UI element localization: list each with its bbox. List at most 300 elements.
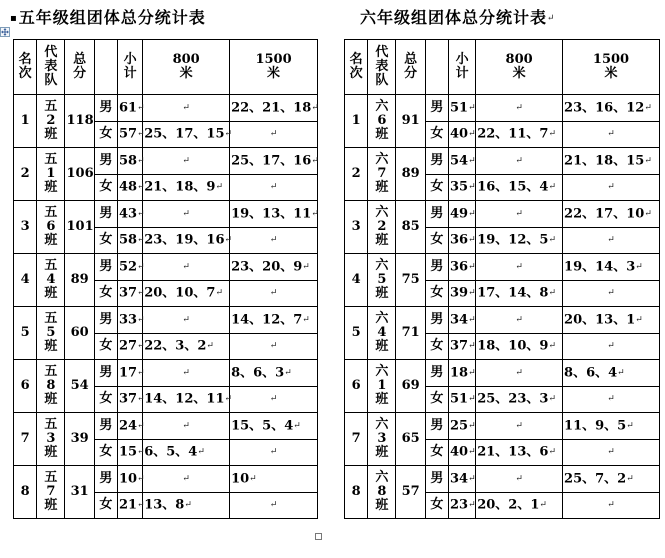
header-800m-char: 800 <box>505 52 533 67</box>
paragraph-mark: ↵ <box>269 182 278 192</box>
team-cell-char: 班 <box>375 392 389 407</box>
header-total-char: 分 <box>404 66 418 81</box>
subtotal-cell-value: 43 <box>118 206 138 221</box>
paragraph-mark: ↵ <box>137 367 145 378</box>
gender-cell: 女 <box>94 439 117 466</box>
paragraph-mark: ↵ <box>137 235 145 245</box>
paragraph-mark: ↵ <box>515 208 523 219</box>
table-row <box>345 95 660 122</box>
paragraph-mark: ↵ <box>644 208 652 219</box>
header-subtotal <box>448 40 475 95</box>
m1500-cell <box>230 95 318 122</box>
team-cell-char: 六 <box>375 152 389 167</box>
paragraph-mark: ↵ <box>644 102 652 113</box>
total-cell: 91 <box>396 95 425 148</box>
paragraph-mark: ↵ <box>182 473 190 484</box>
subtotal-cell <box>117 148 145 175</box>
m1500-cell <box>230 386 318 413</box>
m1500-cell <box>563 360 660 387</box>
team-cell-char: 5 <box>377 272 387 287</box>
paragraph-mark: ↵ <box>302 314 310 325</box>
team-cell <box>368 201 396 254</box>
paragraph-mark: ↵ <box>635 261 643 272</box>
paragraph-mark: ↵ <box>137 394 145 404</box>
table-row <box>14 466 318 493</box>
m1500-cell <box>563 413 660 440</box>
paragraph-mark: ↵ <box>468 447 476 457</box>
rank-cell: 7 <box>14 413 37 466</box>
paragraph-mark: ↵ <box>515 473 523 484</box>
m800-cell <box>476 174 563 201</box>
gender-cell: 女 <box>425 121 448 148</box>
subtotal-cell <box>448 466 475 493</box>
m800-cell-value: 13、8 <box>144 497 185 513</box>
header-team-char: 代 <box>375 45 389 60</box>
team-cell <box>37 466 65 519</box>
m1500-cell <box>230 201 318 228</box>
paragraph-mark: ↵ <box>468 420 476 431</box>
m1500-cell-value: 23、20、9 <box>231 259 303 274</box>
header-800m <box>143 40 230 95</box>
team-cell <box>37 360 65 413</box>
m800-cell-value: 22、11、7 <box>477 126 549 142</box>
subtotal-cell-value: 61 <box>118 100 138 115</box>
subtotal-cell-value: 18 <box>449 365 469 380</box>
paragraph-mark: ↵ <box>607 341 615 351</box>
gender-cell: 男 <box>425 307 448 334</box>
paragraph-mark: ↵ <box>137 341 145 351</box>
team-cell-char: 班 <box>375 498 389 513</box>
paragraph-mark: ↵ <box>607 182 615 192</box>
team-cell <box>368 148 396 201</box>
m800-cell-value: 19、12、5 <box>477 232 549 248</box>
m800-cell <box>143 254 230 281</box>
team-cell-char: 班 <box>375 445 389 460</box>
m800-cell-value: 18、10、9 <box>477 338 549 354</box>
m800-cell-value: 20、2、1 <box>477 497 540 513</box>
subtotal-cell <box>448 492 475 519</box>
team-cell-char: 班 <box>375 286 389 301</box>
m800-cell <box>476 413 563 440</box>
m800-cell <box>476 466 563 493</box>
rank-cell: 4 <box>14 254 37 307</box>
team-cell <box>37 307 65 360</box>
subtotal-cell-value: 37 <box>118 391 138 407</box>
team-cell-char: 4 <box>46 272 56 287</box>
subtotal-cell-value: 33 <box>118 312 138 327</box>
rank-cell: 5 <box>345 307 368 360</box>
subtotal-cell <box>448 307 475 334</box>
team-cell-char: 班 <box>44 392 58 407</box>
team-cell-char: 1 <box>46 166 56 181</box>
move-arrows-icon <box>1 28 9 36</box>
paragraph-mark: ↵ <box>137 102 145 113</box>
paragraph-mark: ↵ <box>548 182 556 192</box>
m1500-cell <box>230 307 318 334</box>
team-cell-char: 班 <box>375 339 389 354</box>
m1500-cell <box>563 280 660 307</box>
m800-cell <box>143 148 230 175</box>
subtotal-cell-value: 40 <box>449 444 469 460</box>
table-row <box>14 201 318 228</box>
header-rank-char: 名 <box>18 52 32 67</box>
team-cell <box>37 95 65 148</box>
total-cell: 39 <box>65 413 94 466</box>
total-cell: 65 <box>396 413 425 466</box>
rank-cell: 8 <box>14 466 37 519</box>
total-cell: 75 <box>396 254 425 307</box>
total-cell: 69 <box>396 360 425 413</box>
m800-cell-value: 21、18、9 <box>144 179 216 195</box>
subtotal-cell-value: 52 <box>118 259 138 274</box>
team-cell-char: 五 <box>44 258 58 273</box>
m800-cell <box>143 333 230 360</box>
header-rank <box>14 40 37 95</box>
team-cell <box>37 148 65 201</box>
team-cell-char: 3 <box>46 431 56 446</box>
gender-cell: 男 <box>94 360 117 387</box>
paragraph-mark: ↵ <box>468 500 476 510</box>
total-cell: 54 <box>65 360 94 413</box>
table-row <box>14 413 318 440</box>
team-cell-char: 班 <box>44 445 58 460</box>
grade6-title <box>360 5 556 28</box>
paragraph-mark: ↵ <box>137 420 145 431</box>
team-cell-char: 五 <box>44 470 58 485</box>
header-team <box>37 40 65 95</box>
header-1500m-char: 1500 <box>592 52 630 67</box>
gender-cell: 女 <box>425 386 448 413</box>
paragraph-mark: ↵ <box>548 394 556 404</box>
grade5-score-table <box>13 39 318 519</box>
paragraph-mark: ↵ <box>182 155 190 166</box>
paragraph-mark: ↵ <box>468 473 476 484</box>
m800-cell <box>476 333 563 360</box>
header-gender-blank <box>94 40 117 95</box>
gender-cell: 男 <box>425 413 448 440</box>
team-cell <box>37 201 65 254</box>
paragraph-mark: ↵ <box>137 208 145 219</box>
paragraph-mark: ↵ <box>137 447 145 457</box>
table-row <box>345 360 660 387</box>
paragraph-mark: ↵ <box>311 155 319 166</box>
gender-cell: 男 <box>94 148 117 175</box>
header-1500m <box>230 40 318 95</box>
header-800m-char: 米 <box>512 66 526 81</box>
m1500-cell-value: 25、7、2 <box>564 471 627 486</box>
subtotal-cell <box>448 360 475 387</box>
subtotal-cell-value: 23 <box>449 497 469 513</box>
m800-cell <box>476 307 563 334</box>
team-cell-char: 六 <box>375 311 389 326</box>
m1500-cell <box>563 121 660 148</box>
team-cell-char: 3 <box>377 431 387 446</box>
m1500-cell-value: 8、6、3 <box>231 365 285 380</box>
header-total <box>65 40 94 95</box>
paragraph-mark: ↵ <box>607 394 615 404</box>
header-subtotal-char: 计 <box>123 66 137 81</box>
header-1500m <box>563 40 660 95</box>
m1500-cell-value: 22、17、10 <box>564 206 645 221</box>
paragraph-mark: ↵ <box>644 155 652 166</box>
subtotal-cell <box>117 333 145 360</box>
paragraph-mark: ↵ <box>182 261 190 272</box>
subtotal-cell-value: 49 <box>449 206 469 221</box>
subtotal-cell-value: 34 <box>449 471 469 486</box>
m800-cell <box>143 360 230 387</box>
subtotal-cell <box>448 386 475 413</box>
team-cell <box>368 307 396 360</box>
gender-cell: 女 <box>425 333 448 360</box>
subtotal-cell <box>117 386 145 413</box>
m1500-cell-value: 23、16、12 <box>564 100 645 115</box>
paragraph-mark: ↵ <box>269 447 278 457</box>
m800-cell <box>143 492 230 519</box>
paragraph-mark: ↵ <box>515 420 523 431</box>
team-cell-char: 6 <box>377 113 387 128</box>
team-cell-char: 六 <box>375 99 389 114</box>
grade6-title-text: 六年级组团体总分统计表 <box>360 8 548 27</box>
header-team-char: 队 <box>375 73 389 88</box>
paragraph-mark: ↵ <box>197 447 205 457</box>
subtotal-cell <box>448 254 475 281</box>
gender-cell: 女 <box>425 174 448 201</box>
header-team-char: 代 <box>44 45 58 60</box>
total-cell: 71 <box>396 307 425 360</box>
team-cell-char: 4 <box>377 325 387 340</box>
team-cell-char: 班 <box>44 180 58 195</box>
m800-cell-value: 14、12、11 <box>144 391 225 407</box>
team-cell-char: 班 <box>375 127 389 142</box>
paragraph-mark: ↵ <box>206 341 214 351</box>
table-row <box>14 148 318 175</box>
m800-cell <box>143 121 233 148</box>
m1500-cell <box>563 95 660 122</box>
m1500-cell-value: 15、5、4 <box>231 418 294 433</box>
team-cell-char: 2 <box>46 113 56 128</box>
paragraph-mark: ↵ <box>137 155 145 166</box>
gender-cell: 男 <box>425 95 448 122</box>
m1500-cell <box>563 227 660 254</box>
m800-cell <box>143 307 230 334</box>
subtotal-cell-value: 37 <box>118 285 138 301</box>
total-cell: 101 <box>65 201 94 254</box>
m1500-cell <box>563 466 660 493</box>
table-resize-handle[interactable] <box>315 533 322 540</box>
m800-cell <box>476 148 563 175</box>
team-cell <box>368 254 396 307</box>
m800-cell-value: 17、14、8 <box>477 285 549 301</box>
m1500-cell <box>230 148 318 175</box>
m1500-cell <box>563 492 660 519</box>
gender-cell: 男 <box>94 307 117 334</box>
header-rank-char: 次 <box>18 66 32 81</box>
paragraph-mark: ↵ <box>182 420 190 431</box>
team-cell-char: 五 <box>44 417 58 432</box>
m800-cell <box>476 201 563 228</box>
subtotal-cell-value: 27 <box>118 338 138 354</box>
header-800m-char: 800 <box>172 52 200 67</box>
gender-cell: 女 <box>425 439 448 466</box>
subtotal-cell <box>117 95 145 122</box>
paragraph-mark: ↵ <box>215 288 223 298</box>
paragraph-mark: ↵ <box>137 500 145 510</box>
m800-cell <box>143 201 230 228</box>
gender-cell: 男 <box>425 148 448 175</box>
paragraph-mark: ↵ <box>515 102 523 113</box>
table-row <box>345 201 660 228</box>
team-cell <box>37 254 65 307</box>
subtotal-cell-value: 58 <box>118 232 138 248</box>
table-row <box>345 148 660 175</box>
header-total <box>396 40 425 95</box>
paragraph-mark: ↵ <box>548 129 556 139</box>
m1500-cell <box>230 174 318 201</box>
m1500-cell <box>563 148 660 175</box>
gender-cell: 女 <box>94 333 117 360</box>
table-row <box>14 254 318 281</box>
m1500-cell-value: 21、18、15 <box>564 153 645 168</box>
m1500-cell-value: 22、21、18 <box>231 100 312 115</box>
gender-cell: 男 <box>425 254 448 281</box>
m800-cell <box>476 121 563 148</box>
m1500-cell <box>563 307 660 334</box>
subtotal-cell <box>448 95 475 122</box>
team-cell <box>37 413 65 466</box>
subtotal-cell <box>117 360 145 387</box>
paragraph-mark: ↵ <box>548 235 556 245</box>
m800-cell-value: 23、19、16 <box>144 232 225 248</box>
grade5-title <box>10 5 206 28</box>
team-cell-char: 六 <box>375 417 389 432</box>
team-cell-char: 6 <box>46 219 56 234</box>
header-1500m-char: 米 <box>267 66 281 81</box>
paragraph-mark: ↵ <box>137 288 145 298</box>
rank-cell: 6 <box>14 360 37 413</box>
subtotal-cell <box>117 121 145 148</box>
team-cell-char: 7 <box>377 166 387 181</box>
m1500-cell <box>563 386 660 413</box>
m800-cell <box>143 95 230 122</box>
subtotal-cell-value: 58 <box>118 153 138 168</box>
m800-cell <box>143 466 230 493</box>
m800-cell <box>476 360 563 387</box>
subtotal-cell <box>448 148 475 175</box>
m1500-cell <box>230 360 318 387</box>
paragraph-mark: ↵ <box>182 314 190 325</box>
subtotal-cell-value: 54 <box>449 153 469 168</box>
subtotal-cell-value: 35 <box>449 179 469 195</box>
subtotal-cell <box>448 439 475 466</box>
total-cell: 89 <box>65 254 94 307</box>
rank-cell: 1 <box>14 95 37 148</box>
team-cell <box>368 360 396 413</box>
paragraph-mark: ↵ <box>539 500 547 510</box>
paragraph-mark: ↵ <box>468 288 476 298</box>
paragraph-mark: ↵ <box>215 182 223 192</box>
rank-cell: 6 <box>345 360 368 413</box>
subtotal-cell <box>448 227 475 254</box>
m800-cell-value: 21、13、6 <box>477 444 549 460</box>
m800-cell-value: 20、10、7 <box>144 285 216 301</box>
paragraph-mark: ↵ <box>547 13 556 24</box>
team-cell <box>368 413 396 466</box>
m800-cell <box>476 95 563 122</box>
paragraph-mark: ↵ <box>137 182 145 192</box>
paragraph-mark: ↵ <box>269 500 278 510</box>
gender-cell: 女 <box>94 492 117 519</box>
subtotal-cell-value: 39 <box>449 285 469 301</box>
table-row <box>345 307 660 334</box>
m800-cell <box>143 386 233 413</box>
subtotal-cell <box>448 333 475 360</box>
team-cell-char: 5 <box>46 325 56 340</box>
team-cell-char: 班 <box>44 127 58 142</box>
gender-cell: 男 <box>94 201 117 228</box>
header-team-char: 表 <box>375 59 389 74</box>
paragraph-mark: ↵ <box>515 367 523 378</box>
m1500-cell-value: 19、13、11 <box>231 206 312 221</box>
paragraph-mark: ↵ <box>607 447 615 457</box>
m1500-cell <box>563 333 660 360</box>
team-cell-char: 班 <box>375 180 389 195</box>
total-cell: 60 <box>65 307 94 360</box>
paragraph-mark: ↵ <box>137 129 145 139</box>
total-cell: 57 <box>396 466 425 519</box>
paragraph-mark: ↵ <box>224 129 233 139</box>
table-move-handle[interactable] <box>0 27 10 37</box>
paragraph-mark: ↵ <box>515 155 523 166</box>
team-cell-char: 五 <box>44 311 58 326</box>
team-cell-char: 五 <box>44 99 58 114</box>
subtotal-cell <box>117 227 145 254</box>
subtotal-cell <box>117 280 145 307</box>
m1500-cell <box>563 174 660 201</box>
m800-cell-value: 25、23、3 <box>477 391 549 407</box>
m800-cell-value: 6、5、4 <box>144 444 198 460</box>
subtotal-cell <box>117 201 145 228</box>
table-row <box>14 95 318 122</box>
m800-cell-value: 16、15、4 <box>477 179 549 195</box>
gender-cell: 男 <box>94 254 117 281</box>
m800-cell <box>143 280 230 307</box>
subtotal-cell-value: 57 <box>118 126 138 142</box>
team-cell-char: 7 <box>46 484 56 499</box>
table-row <box>345 413 660 440</box>
m1500-cell-value: 8、6、4 <box>564 365 618 380</box>
header-subtotal-char: 小 <box>123 52 137 67</box>
grade6-score-table <box>344 39 660 519</box>
team-cell-char: 班 <box>375 233 389 248</box>
header-subtotal-char: 小 <box>455 52 469 67</box>
header-total-char: 分 <box>73 66 87 81</box>
paragraph-mark: ↵ <box>137 473 145 484</box>
subtotal-cell-value: 24 <box>118 418 138 433</box>
team-cell-char: 1 <box>377 378 387 393</box>
m800-cell <box>143 227 233 254</box>
team-cell-char: 五 <box>44 364 58 379</box>
subtotal-cell <box>117 439 145 466</box>
gender-cell: 男 <box>425 360 448 387</box>
header-rank <box>345 40 368 95</box>
gender-cell: 女 <box>425 280 448 307</box>
m1500-cell-value: 25、17、16 <box>231 153 312 168</box>
header-total-char: 总 <box>73 52 87 67</box>
subtotal-cell-value: 15 <box>118 444 138 460</box>
subtotal-cell-value: 21 <box>118 497 138 513</box>
rank-cell: 7 <box>345 413 368 466</box>
subtotal-cell-value: 36 <box>449 232 469 248</box>
